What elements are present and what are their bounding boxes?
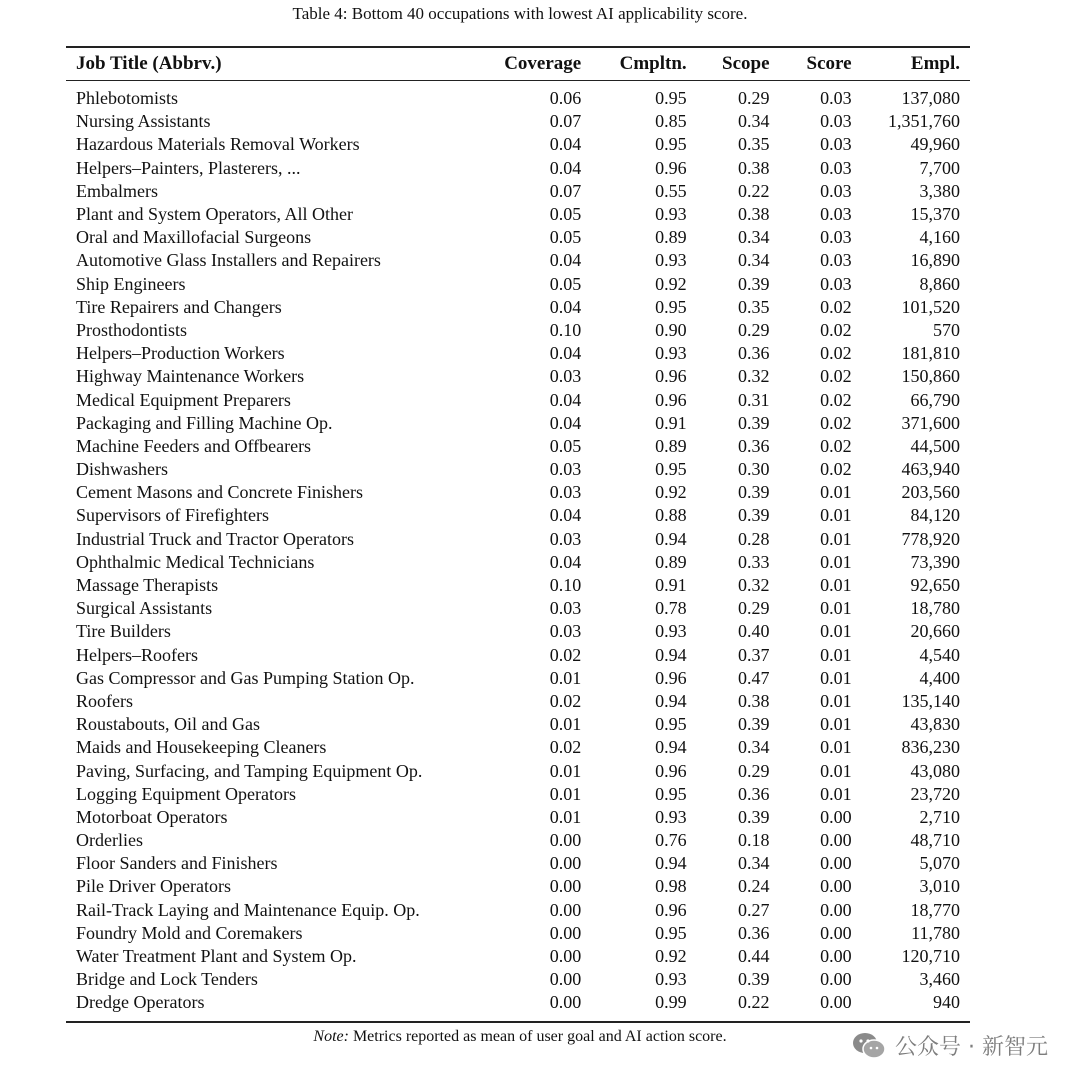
table-body [66,81,970,1022]
cell-scope: 0.36 [738,922,770,943]
cell-coverage: 0.03 [549,528,582,549]
cell-scope: 0.38 [738,204,770,225]
cell-employment: 7,700 [919,157,960,178]
cell-employment: 150,860 [901,366,960,387]
cell-scope: 0.34 [738,111,770,132]
cell-score: 0.03 [820,273,852,294]
cell-scope: 0.22 [697,991,780,1021]
cell-completion: 0.92 [655,946,687,967]
cell-employment: 4,540 [919,644,960,665]
cell-coverage: 0.03 [549,621,582,642]
cell-scope: 0.27 [738,899,770,920]
cell-score: 0.01 [820,551,852,572]
table-row [66,319,970,342]
cell-scope: 0.36 [738,783,770,804]
cell-scope: 0.29 [738,319,770,340]
cell-coverage: 0.03 [549,482,582,503]
cell-employment: 3,010 [919,876,960,897]
cell-employment: 203,560 [901,482,960,503]
table-row [66,481,970,504]
table-row [66,296,970,319]
cell-job-title: Roustabouts, Oil and Gas [76,714,260,735]
table-container [66,46,970,1023]
cell-coverage: 0.05 [549,435,582,456]
cell-score: 0.03 [820,157,852,178]
cell-completion: 0.95 [655,88,687,109]
cell-coverage: 0.07 [549,111,582,132]
cell-job-title: Gas Compressor and Gas Pumping Station Op. [76,667,415,688]
cell-completion: 0.88 [655,505,687,526]
cell-scope: 0.22 [738,180,770,201]
cell-scope: 0.47 [738,667,770,688]
cell-completion: 0.95 [655,459,687,480]
cell-score: 0.00 [820,969,852,990]
cell-coverage: 0.00 [549,922,582,943]
cell-employment: 4,160 [919,227,960,248]
table-row [66,899,970,922]
cell-employment: 43,080 [910,760,960,781]
cell-coverage: 0.02 [549,644,582,665]
cell-employment: 23,720 [910,783,960,804]
cell-scope: 0.40 [738,621,770,642]
table-row [66,249,970,272]
table-row [66,574,970,597]
cell-completion: 0.92 [655,482,687,503]
cell-score: 0.03 [820,134,852,155]
cell-employment: 3,460 [919,969,960,990]
cell-coverage: 0.05 [549,204,582,225]
cell-job-title: Packaging and Filling Machine Op. [76,412,333,433]
cell-employment: 1,351,760 [888,111,960,132]
table-row [66,133,970,156]
cell-job-title: Maids and Housekeeping Cleaners [76,737,327,758]
cell-scope: 0.32 [738,575,770,596]
cell-scope: 0.39 [738,505,770,526]
cell-completion: 0.94 [655,737,687,758]
cell-job-title: Nursing Assistants [76,111,211,132]
cell-completion: 0.85 [655,111,687,132]
cell-coverage: 0.04 [549,296,582,317]
cell-scope: 0.29 [738,760,770,781]
cell-employment: 181,810 [901,343,960,364]
note-label: Note: [313,1028,349,1045]
cell-score: 0.00 [820,830,852,851]
cell-completion: 0.94 [655,853,687,874]
cell-employment: 5,070 [919,853,960,874]
cell-coverage: 0.04 [549,157,582,178]
cell-job-title: Paving, Surfacing, and Tamping Equipment Op. [76,760,423,781]
cell-scope: 0.33 [738,551,770,572]
cell-score: 0.03 [820,227,852,248]
cell-coverage: 0.06 [549,88,582,109]
cell-job-title: Pile Driver Operators [76,876,231,897]
cell-scope: 0.38 [738,157,770,178]
cell-employment: 137,080 [901,88,960,109]
cell-coverage: 0.04 [549,134,582,155]
cell-coverage: 0.04 [549,551,582,572]
cell-score: 0.02 [820,412,852,433]
cell-job-title: Rail-Track Laying and Maintenance Equip. Op. [76,899,420,920]
cell-coverage: 0.05 [549,227,582,248]
cell-employment: 940 [862,991,970,1021]
cell-job-title: Helpers–Painters, Plasterers, ... [76,157,301,178]
cell-scope: 0.29 [738,598,770,619]
cell-scope: 0.39 [738,969,770,990]
cell-scope: 0.36 [738,435,770,456]
cell-employment: 18,770 [910,899,960,920]
table-row [66,551,970,574]
header-completion: Cmpltn. [591,47,696,81]
cell-job-title: Ophthalmic Medical Technicians [76,551,315,572]
cell-coverage: 0.04 [549,412,582,433]
cell-completion: 0.91 [655,575,687,596]
cell-completion: 0.96 [655,899,687,920]
cell-employment: 84,120 [910,505,960,526]
cell-coverage: 0.04 [549,343,582,364]
cell-score: 0.01 [820,598,852,619]
cell-completion: 0.76 [655,830,687,851]
table-row [66,273,970,296]
cell-job-title: Industrial Truck and Tractor Operators [76,528,354,549]
cell-coverage: 0.00 [549,946,582,967]
cell-job-title: Bridge and Lock Tenders [76,969,258,990]
cell-completion: 0.92 [655,273,687,294]
cell-completion: 0.95 [655,922,687,943]
cell-completion: 0.95 [655,296,687,317]
table-row [66,713,970,736]
cell-coverage: 0.04 [549,505,582,526]
cell-score: 0.01 [820,783,852,804]
table-caption: Table 4: Bottom 40 occupations with lowest AI applicability score. [292,4,748,23]
cell-completion: 0.96 [655,389,687,410]
cell-score: 0.00 [820,922,852,943]
cell-job-title: Tire Builders [76,621,171,642]
table-row [66,528,970,551]
cell-job-title: Massage Therapists [76,575,219,596]
cell-completion: 0.98 [655,876,687,897]
table-row [66,829,970,852]
cell-score: 0.01 [820,505,852,526]
cell-employment: 371,600 [901,412,960,433]
table-row [66,759,970,782]
cell-score: 0.01 [820,621,852,642]
cell-score: 0.01 [820,575,852,596]
table-row [66,81,970,111]
cell-job-title: Water Treatment Plant and System Op. [76,946,357,967]
cell-job-title: Foundry Mold and Coremakers [76,922,303,943]
cell-job-title: Machine Feeders and Offbearers [76,435,312,456]
cell-scope: 0.39 [738,412,770,433]
cell-completion: 0.89 [655,551,687,572]
cell-coverage: 0.05 [549,273,582,294]
cell-coverage: 0.02 [549,690,582,711]
cell-scope: 0.39 [738,806,770,827]
cell-scope: 0.35 [738,134,770,155]
cell-employment: 4,400 [919,667,960,688]
cell-score: 0.02 [820,389,852,410]
table-row [66,667,970,690]
cell-coverage: 0.04 [549,389,582,410]
cell-coverage: 0.07 [549,180,582,201]
table-row [66,365,970,388]
table-row [66,690,970,713]
cell-completion: 0.95 [655,783,687,804]
cell-completion: 0.96 [655,667,687,688]
cell-score: 0.03 [820,204,852,225]
cell-employment: 92,650 [910,575,960,596]
table-row [66,945,970,968]
cell-score: 0.03 [820,111,852,132]
cell-scope: 0.37 [738,644,770,665]
table-row [66,435,970,458]
cell-scope: 0.34 [738,737,770,758]
cell-job-title: Supervisors of Firefighters [76,505,269,526]
cell-job-title: Highway Maintenance Workers [76,366,305,387]
table-row [66,875,970,898]
cell-score: 0.01 [820,528,852,549]
table-row [66,203,970,226]
cell-scope: 0.30 [738,459,770,480]
cell-scope: 0.34 [738,227,770,248]
cell-coverage: 0.01 [549,714,582,735]
cell-job-title: Automotive Glass Installers and Repairers [76,250,381,271]
cell-employment: 778,920 [901,528,960,549]
cell-scope: 0.34 [738,250,770,271]
cell-coverage: 0.03 [549,598,582,619]
cell-score: 0.00 [820,899,852,920]
cell-coverage: 0.00 [549,853,582,874]
cell-coverage: 0.01 [549,760,582,781]
note-text: Metrics reported as mean of user goal and AI action score. [348,1028,727,1045]
cell-employment: 101,520 [901,296,960,317]
cell-employment: 120,710 [901,946,960,967]
table-row [66,458,970,481]
cell-job-title: Orderlies [76,830,143,851]
cell-coverage: 0.00 [549,969,582,990]
cell-score: 0.00 [820,853,852,874]
cell-employment: 49,960 [910,134,960,155]
cell-coverage: 0.03 [549,459,582,480]
cell-completion: 0.90 [655,319,687,340]
cell-employment: 8,860 [919,273,960,294]
cell-completion: 0.95 [655,134,687,155]
cell-scope: 0.39 [738,273,770,294]
table-row [66,504,970,527]
cell-coverage: 0.10 [549,319,582,340]
cell-scope: 0.24 [738,876,770,897]
header-employment: Empl. [862,47,970,81]
cell-employment: 48,710 [910,830,960,851]
cell-coverage: 0.00 [549,876,582,897]
cell-coverage: 0.01 [549,783,582,804]
cell-score: 0.01 [820,714,852,735]
cell-score: 0.00 [820,806,852,827]
table-row [66,180,970,203]
occupations-table [66,46,970,1023]
cell-completion: 0.93 [655,204,687,225]
cell-scope: 0.32 [738,366,770,387]
cell-completion: 0.93 [655,343,687,364]
cell-scope: 0.39 [738,482,770,503]
cell-completion: 0.93 [655,806,687,827]
cell-completion: 0.93 [655,621,687,642]
cell-job-title: Logging Equipment Operators [76,783,296,804]
table-row [66,157,970,180]
cell-employment: 15,370 [910,204,960,225]
cell-completion: 0.99 [591,991,696,1021]
cell-score: 0.01 [820,482,852,503]
cell-score: 0.01 [820,644,852,665]
cell-job-title: Oral and Maxillofacial Surgeons [76,227,312,248]
cell-score: 0.02 [820,459,852,480]
cell-score: 0.01 [820,667,852,688]
cell-job-title: Floor Sanders and Finishers [76,853,278,874]
cell-score: 0.01 [820,737,852,758]
cell-scope: 0.35 [738,296,770,317]
cell-score: 0.03 [820,180,852,201]
cell-completion: 0.94 [655,690,687,711]
cell-score: 0.01 [820,760,852,781]
cell-job-title: Cement Masons and Concrete Finishers [76,482,363,503]
table-row [66,620,970,643]
cell-employment: 44,500 [910,435,960,456]
cell-job-title: Dishwashers [76,459,168,480]
cell-employment: 43,830 [910,714,960,735]
cell-scope: 0.39 [738,714,770,735]
table-header-row [66,47,970,81]
cell-job-title: Motorboat Operators [76,806,228,827]
cell-employment: 66,790 [910,389,960,410]
table-row [66,922,970,945]
cell-scope: 0.31 [738,389,770,410]
cell-score: 0.00 [820,946,852,967]
table-row [66,783,970,806]
cell-completion: 0.78 [655,598,687,619]
table-row [66,644,970,667]
cell-employment: 135,140 [901,690,960,711]
cell-job-title: Ship Engineers [76,273,186,294]
cell-job-title: Surgical Assistants [76,598,213,619]
cell-employment: 18,780 [910,598,960,619]
table-row [66,806,970,829]
cell-employment: 836,230 [901,737,960,758]
table-row [66,412,970,435]
table-row [66,226,970,249]
cell-job-title: Roofers [76,690,133,711]
cell-employment: 463,940 [901,459,960,480]
cell-employment: 3,380 [919,180,960,201]
cell-scope: 0.29 [738,88,770,109]
cell-employment: 16,890 [910,250,960,271]
cell-job-title: Prosthodontists [76,319,188,340]
cell-completion: 0.89 [655,435,687,456]
table-row [66,110,970,133]
cell-job-title: Medical Equipment Preparers [76,389,291,410]
wechat-icon [851,1031,887,1061]
cell-completion: 0.94 [655,644,687,665]
table-row [66,991,970,1021]
cell-score: 0.02 [820,319,852,340]
cell-coverage: 0.03 [549,366,582,387]
cell-employment: 73,390 [910,551,960,572]
cell-completion: 0.93 [655,969,687,990]
table-row [66,597,970,620]
cell-score: 0.01 [820,690,852,711]
cell-coverage: 0.02 [549,737,582,758]
table-row [66,736,970,759]
cell-job-title: Phlebotomists [76,88,179,109]
cell-coverage: 0.00 [483,991,592,1021]
cell-job-title: Plant and System Operators, All Other [76,204,353,225]
cell-employment: 2,710 [919,806,960,827]
cell-coverage: 0.00 [549,830,582,851]
watermark-text: 公众号 · 新智元 [895,1035,1048,1060]
table-row [66,388,970,411]
cell-employment: 11,780 [911,922,960,943]
cell-employment: 20,660 [910,621,960,642]
cell-completion: 0.95 [655,714,687,735]
cell-score: 0.02 [820,343,852,364]
cell-job-title: Helpers–Production Workers [76,343,285,364]
cell-coverage: 0.01 [549,806,582,827]
watermark [851,1030,1048,1061]
cell-score: 0.00 [780,991,862,1021]
cell-coverage: 0.00 [549,899,582,920]
table-row [66,342,970,365]
cell-completion: 0.89 [655,227,687,248]
cell-score: 0.02 [820,296,852,317]
header-job-title: Job Title (Abbrv.) [66,47,483,81]
cell-completion: 0.96 [655,760,687,781]
table-row [66,852,970,875]
cell-job-title: Dredge Operators [66,991,483,1021]
cell-employment: 570 [933,319,960,340]
cell-completion: 0.94 [655,528,687,549]
cell-scope: 0.34 [738,853,770,874]
cell-score: 0.03 [820,250,852,271]
cell-score: 0.00 [820,876,852,897]
cell-scope: 0.28 [738,528,770,549]
cell-job-title: Hazardous Materials Removal Workers [76,134,360,155]
cell-coverage: 0.04 [549,250,582,271]
cell-scope: 0.44 [738,946,770,967]
cell-scope: 0.38 [738,690,770,711]
cell-scope: 0.36 [738,343,770,364]
cell-score: 0.03 [820,88,852,109]
header-coverage: Coverage [483,47,592,81]
cell-completion: 0.93 [655,250,687,271]
header-score: Score [780,47,862,81]
cell-score: 0.02 [820,435,852,456]
cell-completion: 0.91 [655,412,687,433]
cell-job-title: Tire Repairers and Changers [76,296,282,317]
header-scope: Scope [697,47,780,81]
cell-job-title: Embalmers [76,180,158,201]
cell-completion: 0.96 [655,157,687,178]
cell-scope: 0.18 [738,830,770,851]
cell-completion: 0.55 [655,180,687,201]
cell-coverage: 0.10 [549,575,582,596]
cell-coverage: 0.01 [549,667,582,688]
table-row [66,968,970,991]
cell-completion: 0.96 [655,366,687,387]
cell-score: 0.02 [820,366,852,387]
cell-job-title: Helpers–Roofers [76,644,198,665]
